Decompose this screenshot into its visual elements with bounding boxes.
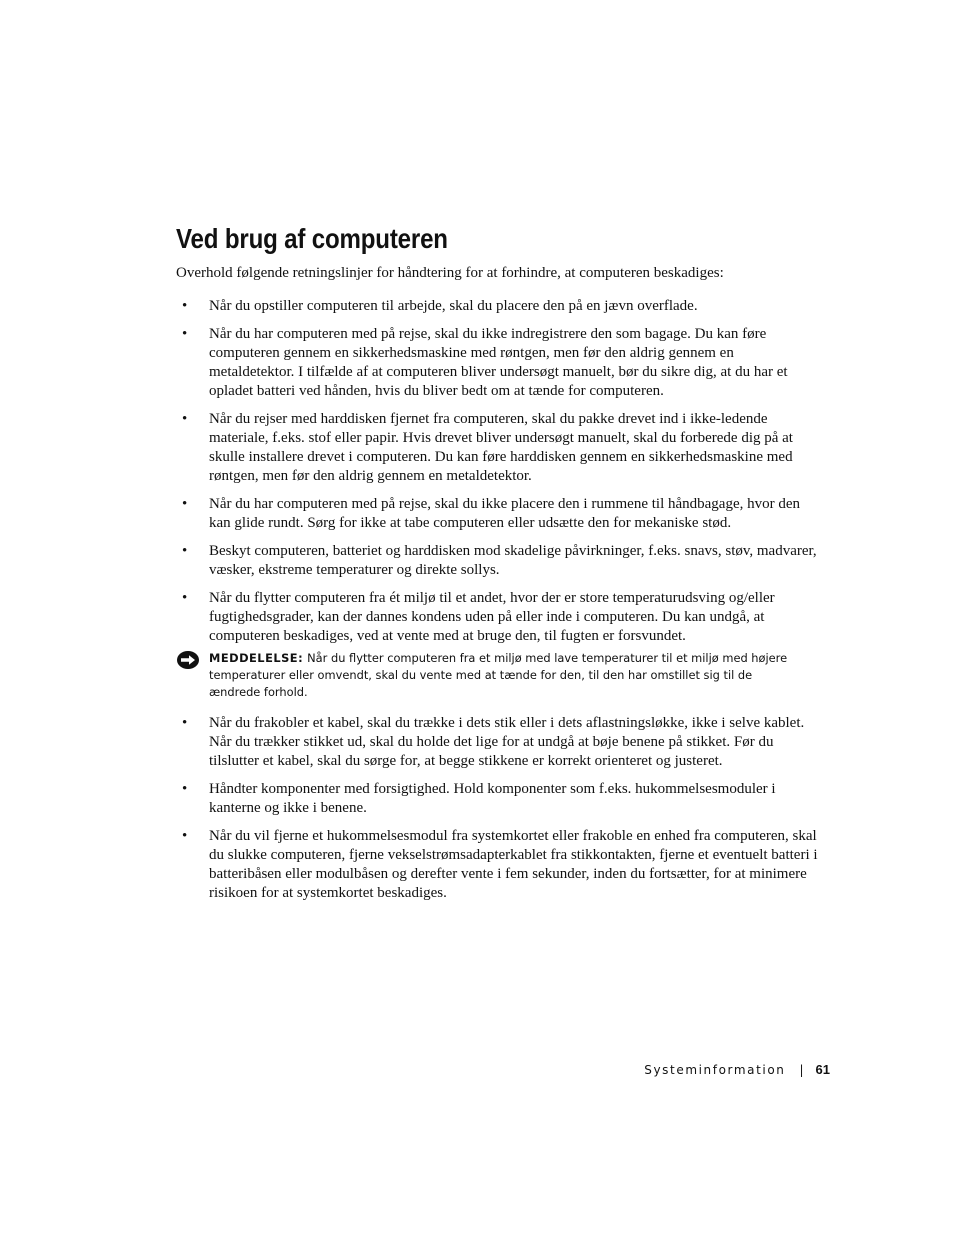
intro-paragraph: Overhold følgende retningslinjer for håndtering for at forhindre, at computeren beskadiges:: [176, 265, 724, 281]
list-item: [176, 297, 821, 316]
page-title: Ved brug af computeren: [176, 223, 448, 254]
page-footer: [644, 1061, 830, 1079]
notice-arrow-icon: [176, 650, 200, 670]
list-item-text: Når du opstiller computeren til arbejde, skal du placere den på en jævn overflade.: [209, 298, 698, 314]
list-item: [176, 495, 821, 533]
list-item: [176, 714, 821, 771]
list-item-text: Når du har computeren med på rejse, skal du ikke placere den i rummene til håndbagage, hvor den kan glide rundt. Sørg for ikke at tabe computeren eller udsætte den for mekaniske stød.: [209, 496, 801, 531]
list-item: [176, 325, 821, 401]
guidelines-list-before-notice: [176, 297, 821, 655]
bullet-icon: •: [182, 781, 188, 797]
bullet-icon: •: [182, 715, 188, 731]
bullet-icon: •: [182, 590, 188, 606]
list-item: [176, 410, 821, 486]
list-item: [176, 827, 821, 903]
page-number: 61: [815, 1062, 830, 1077]
notice-box: [176, 650, 796, 701]
list-item-text: Når du flytter computeren fra ét miljø til et andet, hvor der er store temperaturudsving og/eller fugtighedsgrader, kan der dannes kondens uden på eller inde i computeren. Du kan undgå, at computeren beskadiges, ved at vente med at bruge den, til fugten er forsvundet.: [209, 590, 775, 644]
list-item-text: Når du rejser med harddisken fjernet fra computeren, skal du pakke drevet ind i ikke-ledende materiale, f.eks. stof eller papir. Hvis drevet bliver undersøgt manuelt, skal du forberede dig på at skulle installere drevet i computeren. Du kan føre harddisken gennem en sikkerhedsmaskine med røntgen, men før den aldrig gennem en metaldetektor.: [209, 411, 793, 484]
list-item-text: Håndter komponenter med forsigtighed. Hold komponenter som f.eks. hukommelsesmoduler i kanterne og ikke i benene.: [209, 781, 776, 816]
notice-label: MEDDELELSE:: [209, 651, 304, 665]
bullet-icon: •: [182, 326, 188, 342]
list-item-text: Beskyt computeren, batteriet og harddisken mod skadelige påvirkninger, f.eks. snavs, støv, madvarer, væsker, ekstreme temperaturer og direkte sollys.: [209, 543, 817, 578]
footer-section-name: Systeminformation: [644, 1063, 786, 1077]
bullet-icon: •: [182, 828, 188, 844]
list-item: [176, 542, 821, 580]
bullet-icon: •: [182, 543, 188, 559]
list-item: [176, 589, 821, 646]
list-item: [176, 780, 821, 818]
bullet-icon: •: [182, 298, 188, 314]
list-item-text: Når du frakobler et kabel, skal du trække i dets stik eller i dets aflastningsløkke, ikke i selve kablet. Når du trækker stikket ud, skal du holde det lige for at undgå at bøje benene på stikket. Før du tilslutter et kabel, skal du sørge for, at begge stikkene er korrekt orienteret og justeret.: [209, 715, 805, 769]
notice-text: Når du flytter computeren fra et miljø med lave temperaturer til et miljø med højere temperaturer eller omvendt, skal du vente med at tænde for den, til den har omstillet sig til de ændrede forhold.: [209, 651, 788, 699]
footer-separator: |: [799, 1063, 804, 1077]
bullet-icon: •: [182, 496, 188, 512]
guidelines-list-after-notice: [176, 714, 821, 912]
notice-body: [209, 650, 796, 701]
bullet-icon: •: [182, 411, 188, 427]
list-item-text: Når du vil fjerne et hukommelsesmodul fra systemkortet eller frakoble en enhed fra computeren, skal du slukke computeren, fjerne vekselstrømsadapterkablet fra stikkontakten, fjerne et eventuelt batteri i batteribåsen eller modulbåsen og derefter vente i fem sekunder, inden du fortsætter, for at minimere risikoen for at systemkortet beskadiges.: [209, 828, 818, 901]
list-item-text: Når du har computeren med på rejse, skal du ikke indregistrere den som bagage. Du kan føre computeren gennem en sikkerhedsmaskine med røntgen, men før den aldrig gennem en metaldetektor. I tilfælde af at computeren bliver undersøgt manuelt, bør du sikre dig, at du har et opladet batteri ved hånden, hvis du bliver bedt om at tænde for computeren.: [209, 326, 788, 399]
